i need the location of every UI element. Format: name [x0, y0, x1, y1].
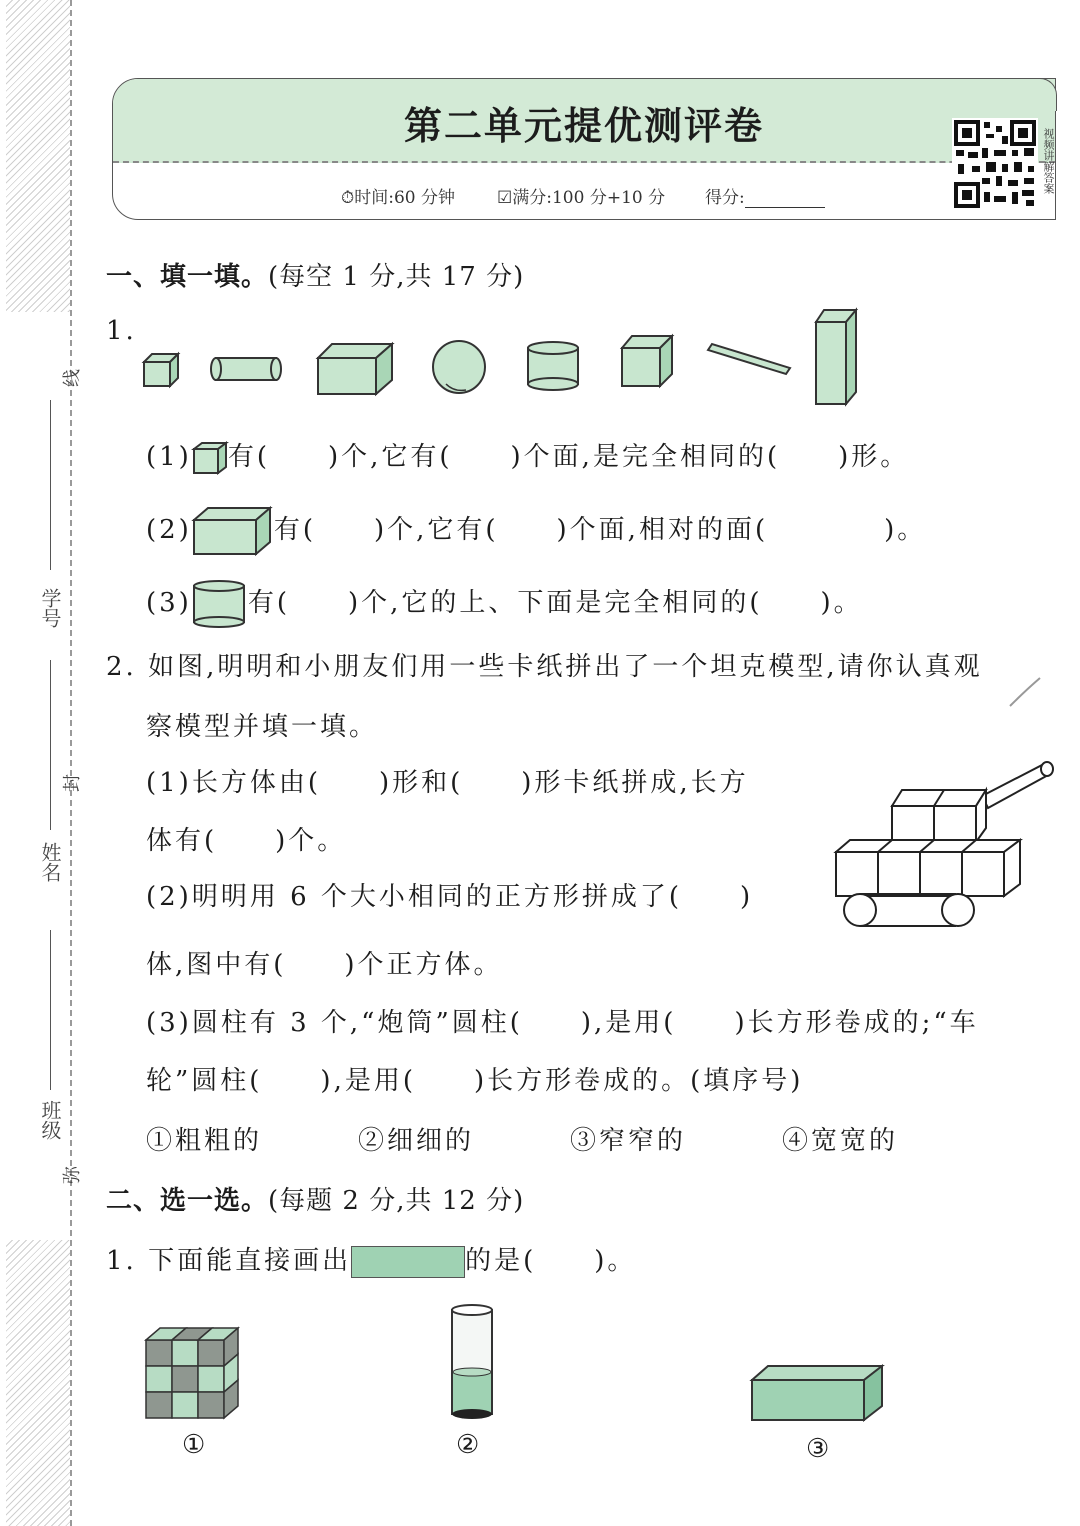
q1-1-text: 有( )个,它有( )个面,是完全相同的( )形。 [227, 442, 910, 472]
score-blank[interactable] [745, 189, 825, 208]
horizontal-cylinder-icon [211, 358, 281, 380]
time-text: 时间:60 分钟 [354, 188, 456, 208]
q2-3-line2: 轮”圆柱( ),是用( )长方形卷成的。(填序号) [146, 1066, 804, 1096]
tank-wheels [844, 894, 974, 926]
choice-3-label: ③ [806, 1434, 833, 1464]
choice-2-label: ② [456, 1430, 483, 1460]
tall-cuboid-icon [816, 310, 856, 404]
green-rectangle-icon [351, 1246, 465, 1278]
full-score-info [497, 183, 665, 208]
margin-hatch-top [6, 0, 70, 312]
flat-box-icon [748, 1360, 898, 1430]
section2-points: (每题 2 分,共 12 分) [268, 1186, 525, 1216]
score-field [705, 183, 825, 208]
time-info [341, 183, 455, 208]
option-4: ④宽宽的 [782, 1126, 899, 1156]
qr-label: 视频讲解答案 [1042, 128, 1055, 194]
option-1: ①粗粗的 [146, 1126, 263, 1156]
q2-3-line1: (3)圆柱有 3 个,“炮筒”圆柱( ),是用( )长方形卷成的;“车 [146, 1008, 979, 1038]
q1-3-line [146, 580, 863, 628]
tank-body [836, 840, 1020, 896]
margin-label-student-id: 学号 [38, 588, 62, 628]
tank-model-figure [830, 760, 1050, 910]
q1-number: 1. [106, 316, 137, 346]
rubiks-cube-icon [140, 1322, 250, 1422]
header-box [112, 78, 1056, 220]
q1-shapes-row [136, 306, 896, 416]
cube-small-icon [192, 441, 228, 475]
s2-q1-line [106, 1240, 636, 1278]
margin-label-name: 姓名 [38, 842, 62, 882]
small-cube-icon [144, 354, 178, 386]
short-cylinder-icon [528, 342, 578, 390]
clock-icon: ⏱ [341, 188, 355, 208]
qr-code-icon[interactable] [952, 118, 1038, 210]
section2-heading [106, 1180, 524, 1217]
option-2: ②细细的 [358, 1126, 475, 1156]
cube-icon [622, 336, 672, 386]
binding-dashed-line [70, 0, 72, 1526]
q1-3-prefix: (3) [146, 588, 192, 618]
choice-1-label: ① [182, 1430, 209, 1460]
q2-line2: 察模型并填一填。 [146, 712, 379, 742]
margin-label-class: 班级 [38, 1100, 62, 1140]
check-circle-icon: ☑ [497, 188, 513, 208]
margin-mark-seal: 封 [62, 774, 83, 792]
s2-q1-text-b: 的是( )。 [465, 1246, 637, 1276]
q1-2-prefix: (2) [146, 515, 192, 545]
q1-2-line [146, 506, 926, 556]
option-3: ③窄窄的 [570, 1126, 687, 1156]
full-score-text: 满分:100 分+10 分 [512, 188, 666, 208]
thin-rod-icon [708, 344, 790, 374]
margin-mark-close: 弥 [62, 1166, 83, 1184]
cuboid-icon [318, 344, 392, 394]
q1-3-text: 有( )个,它的上、下面是完全相同的( )。 [247, 588, 863, 618]
page-title: 第二单元提优测评卷 [403, 104, 764, 148]
pencil-mark-icon [1006, 672, 1046, 712]
section1-heading [106, 256, 524, 293]
tank-turret [892, 790, 986, 842]
score-label: 得分: [705, 188, 745, 208]
s2-q1-text-a: 1. 下面能直接画出 [106, 1246, 352, 1276]
q1-2-text: 有( )个,它有( )个面,相对的面( )。 [273, 515, 927, 545]
q2-2-line2: 体,图中有( )个正方体。 [146, 950, 503, 980]
cuboid-small-icon [192, 506, 274, 556]
glass-cup-icon [444, 1302, 504, 1422]
tank-barrel [982, 762, 1053, 808]
section2-title: 二、选一选。 [106, 1186, 269, 1216]
margin-hatch-bottom [6, 1240, 70, 1526]
q2-1-line2: 体有( )个。 [146, 826, 347, 856]
q1-1-prefix: (1) [146, 442, 192, 472]
q2-1-line1: (1)长方体由( )形和( )形卡纸拼成,长方 [146, 768, 749, 798]
section1-title: 一、填一填。 [106, 262, 269, 292]
q2-2-line1: (2)明明用 6 个大小相同的正方形拼成了( ) [146, 882, 754, 912]
margin-line-3 [50, 930, 51, 1090]
cylinder-small-icon [192, 580, 248, 628]
margin-mark-line: 线 [62, 369, 83, 387]
margin-line-2 [50, 660, 51, 830]
section1-points: (每空 1 分,共 17 分) [268, 262, 525, 292]
q2-line1: 2. 如图,明明和小朋友们用一些卡纸拼出了一个坦克模型,请你认真观 [106, 652, 983, 682]
margin-line-1 [50, 400, 51, 570]
sphere-icon [433, 341, 485, 393]
q1-1-line [146, 436, 909, 475]
